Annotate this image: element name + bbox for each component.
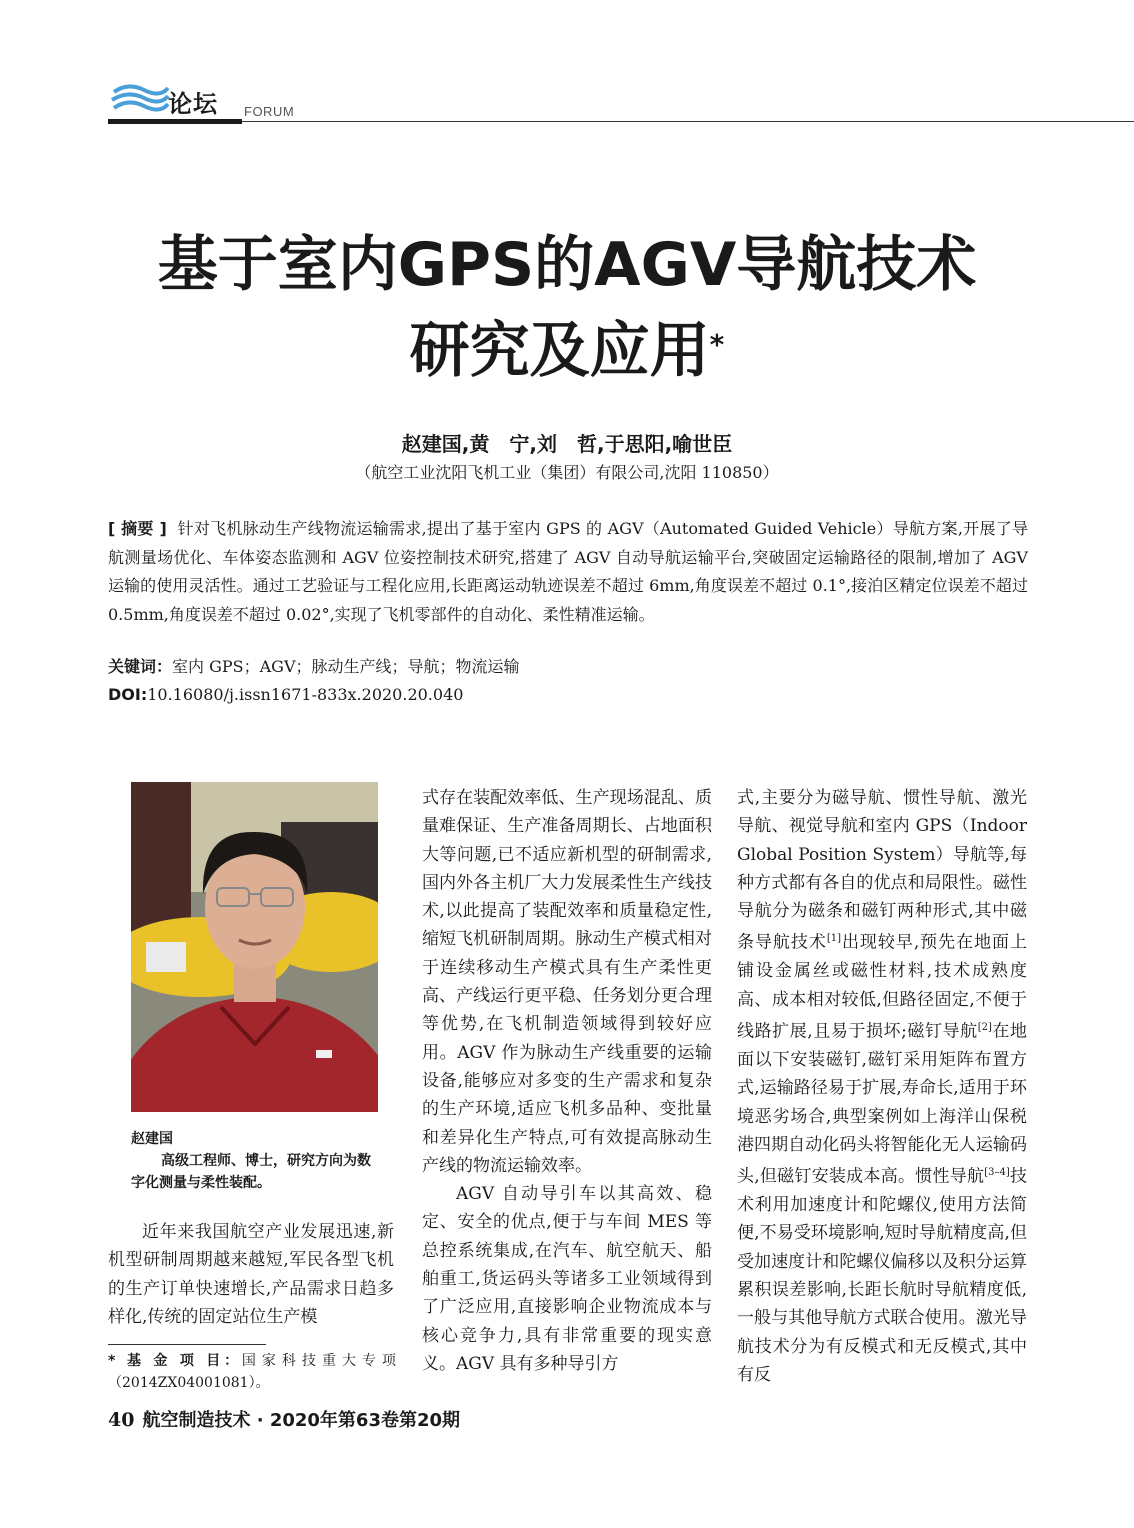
author-bio-caption: 高级工程师、博士，研究方向为数字化测量与柔性装配。 [131, 1153, 371, 1191]
page-number: 40 [108, 1409, 135, 1431]
keywords [108, 654, 1028, 677]
footnote-text: 国 家 科 技 重 大 专 项（2014ZX04001081）。 [108, 1353, 396, 1391]
abstract-text: 针对飞机脉动生产线物流运输需求,提出了基于室内 GPS 的 AGV（Automated Guided Vehicle）导航方案,开展了导航测量场优化、车体姿态监测和 AGV 位姿控制技术研究,搭建了 AGV 自动导航运输平台,突破固定运输路径的限制,增加了 AGV 运输的使用灵活性。通过工艺验证与工程化应用,长距离运动轨迹误差不超过 6mm,角度误差不超过 0.1°,接泊区精定位误差不超过 0.5mm,角度误差不超过 0.02°,实现了飞机零部件的自动化、柔性精准运输。 [108, 519, 1028, 624]
page-footer [108, 1406, 460, 1432]
body-column-1 [108, 1218, 394, 1331]
keywords-label: 关键词： [108, 657, 173, 676]
author-bio-name: 赵建国 [131, 1131, 173, 1147]
footnote-label: * 基 金 项 目： [108, 1353, 242, 1369]
section-title: 论坛 [168, 90, 218, 118]
affiliation: （航空工业沈阳飞机工业（集团）有限公司,沈阳 110850） [355, 463, 779, 482]
footnote-rule [108, 1344, 266, 1345]
abstract [108, 515, 1028, 629]
body-column-3 [737, 784, 1027, 1389]
abstract-label: [ 摘要 ] [108, 519, 167, 538]
paragraph: 近年来我国航空产业发展迅速,新机型研制周期越来越短,军民各型飞机的生产订单快速增长,产品需求日趋多样化,传统的固定站位生产模 [108, 1222, 394, 1327]
citation[interactable]: [2] [977, 1022, 992, 1034]
section-title-en: FORUM [244, 104, 295, 119]
forum-logo-icon [110, 80, 170, 116]
doi-label: DOI: [108, 685, 148, 704]
article-title [60, 222, 1074, 394]
citation[interactable]: [3–4] [984, 1167, 1010, 1179]
keywords-text: 室内 GPS；AGV；脉动生产线；导航；物流运输 [172, 657, 520, 676]
body-column-2 [422, 784, 712, 1378]
journal-info: 航空制造技术 · 2020年第63卷第20期 [142, 1410, 461, 1431]
header-rule-thick [108, 119, 242, 124]
title-footnote-mark: * [709, 328, 725, 361]
author-photo [131, 782, 378, 1112]
title-line-1: 基于室内GPS的AGV导航技术 [157, 230, 977, 300]
doi-text: 10.16080/j.issn1671-833x.2020.20.040 [147, 685, 464, 704]
paragraph: 式,主要分为磁导航、惯性导航、激光导航、视觉导航和室内 GPS（Indoor Global Position System）导航等,每种方式都有各自的优点和局限性。磁性导航分为磁条和磁钉两种形式,其中磁条导航技术[1]出现较早,预先在地面上铺设金属丝或磁性材料,技术成熟度高、成本相对较低,但路径固定,不便于线路扩展,且易于损坏;磁钉导航[2]在地面以下安装磁钉,磁钉采用矩阵布置方式,运输路径易于扩展,寿命长,适用于环境恶劣场合,典型案例如上海洋山保税港四期自动化码头将智能化无人运输码头,但磁钉安装成本高。惯性导航[3–4]技术利用加速度计和陀螺仪,使用方法简便,不易受环境影响,短时导航精度高,但受加速度计和陀螺仪偏移以及积分运算累积误差影响,长距长航时导航精度低,一般与其他导航方式联合使用。激光导航技术分为有反模式和无反模式,其中有反 [737, 788, 1028, 1385]
footnote [108, 1350, 396, 1394]
header-rule-thin [242, 121, 1134, 122]
doi [108, 685, 1028, 704]
citation[interactable]: [1] [826, 933, 841, 945]
title-line-2: 研究及应用* [409, 316, 725, 386]
paragraph: 式存在装配效率低、生产现场混乱、质量难保证、生产准备周期长、占地面积大等问题,已不适应新机型的研制需求,国内外各主机厂大力发展柔性生产线技术,以此提高了装配效率和质量稳定性,缩短飞机研制周期。脉动生产模式相对于连续移动生产模式具有生产柔性更高、产线运行更平稳、任务划分更合理等优势,在飞机制造领域得到较好应用。AGV 作为脉动生产线重要的运输设备,能够应对多变的生产需求和复杂的生产环境,适应飞机多品种、变批量和差异化生产特点,可有效提高脉动生产线的物流运输效率。 [422, 788, 712, 1176]
paragraph: AGV 自动导引车以其高效、稳定、安全的优点,便于与车间 MES 等总控系统集成,在汽车、航空航天、船舶重工,货运码头等诸多工业领域得到了广泛应用,直接影响企业物流成本与核心竞争力,具有非常重要的现实意义。AGV 具有多种导引方 [422, 1184, 712, 1374]
authors: 赵建国,黄 宁,刘 哲,于思阳,喻世臣 [401, 432, 733, 456]
